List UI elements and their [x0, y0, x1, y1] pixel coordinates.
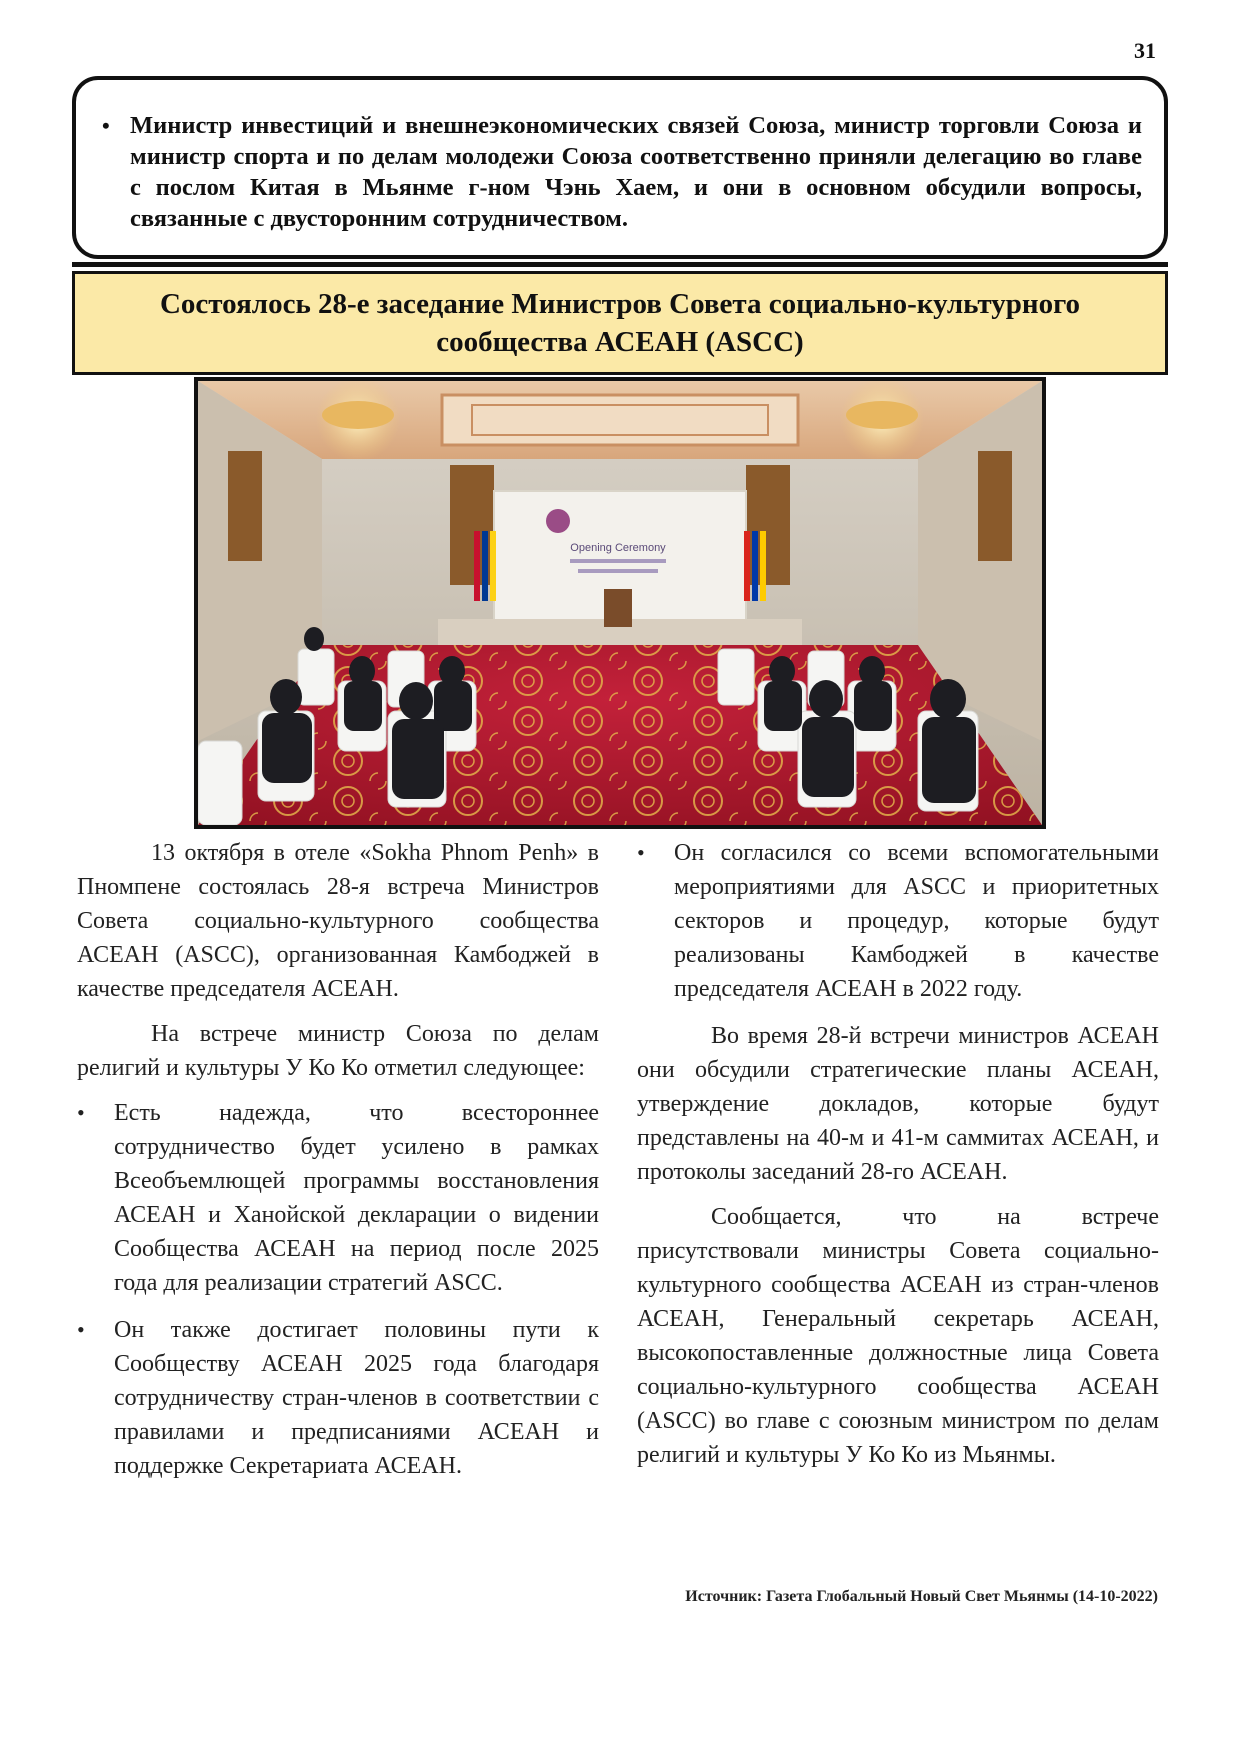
article-column-left: [77, 836, 599, 1496]
summary-bullet: • Министр инвестиций и внешнеэкономических связей Союза, министр торговли Союза и министр спорта и по делам молодежи Союза соответственно приняли делегацию во главе с послом Китая в Мьянме г-ном Чэнь Хаем, и они в основном обсудили вопросы, связанные с двусторонним сотрудничеством.: [94, 110, 1142, 234]
bullet-list: [77, 1096, 599, 1483]
source-citation: Источник: Газета Глобальный Новый Свет Мьянмы (14-10-2022): [685, 1588, 1158, 1605]
paragraph: Во время 28-й встречи министров АСЕАН они обсудили стратегические планы АСЕАН, утверждение докладов, которые будут представлены на 40-м и 41-м саммитах АСЕАН, и протоколы заседаний 28-го АСЕАН.: [637, 1023, 1159, 1185]
screen-title: Opening Ceremony: [570, 542, 666, 554]
article-photo: [194, 377, 1046, 829]
list-item: • Он также достигает половины пути к Сообществу АСЕАН 2025 года благодаря сотрудничеству стран-членов в соответствии с правилами и предписаниями АСЕАН и поддержке Секретариата АСЕАН.: [77, 1313, 599, 1483]
summary-list: [94, 110, 1142, 234]
page-number: 31: [1134, 38, 1156, 63]
conference-hall-photo: [198, 381, 1042, 825]
article-title: Состоялось 28-е заседание Министров Совета социально-культурного сообщества АСЕАН (ASCC): [159, 288, 1081, 358]
article-column-right: [637, 836, 1159, 1483]
section-divider: [72, 262, 1168, 267]
list-item: • Он согласился со всеми вспомогательными мероприятиями для ASCC и приоритетных секторов и процедур, которые будут реализованы Камбоджей в качестве председателя АСЕАН в 2022 году.: [637, 836, 1159, 1006]
paragraph: 13 октября в отеле «Sokha Phnom Penh» в Пномпене состоялась 28-я встреча Министров Совета социально-культурного сообщества АСЕАН (ASCC), организованная Камбоджей в качестве председателя АСЕАН.: [77, 840, 599, 1002]
paragraph: На встрече министр Союза по делам религий и культуры У Ко Ко отметил следующее:: [77, 1021, 599, 1081]
list-item: • Есть надежда, что всестороннее сотрудничество будет усилено в рамках Всеобъемлющей программы восстановления АСЕАН и Ханойской декларации о видении Сообщества АСЕАН на период после 2025 года для реализации стратегий ASCC.: [77, 1096, 599, 1300]
headline-box: [72, 271, 1168, 375]
paragraph: Сообщается, что на встрече присутствовали министры Совета социально-культурного сообщества АСЕАН из стран-членов АСЕАН, Генеральный секретарь АСЕАН, высокопоставленные должностные лица Совета социально-культурного сообщества АСЕАН (ASCC) во главе с союзным министром по делам религий и культуры У Ко Ко из Мьянмы.: [637, 1204, 1159, 1468]
summary-box: [72, 76, 1168, 259]
bullet-list: [637, 836, 1159, 1006]
